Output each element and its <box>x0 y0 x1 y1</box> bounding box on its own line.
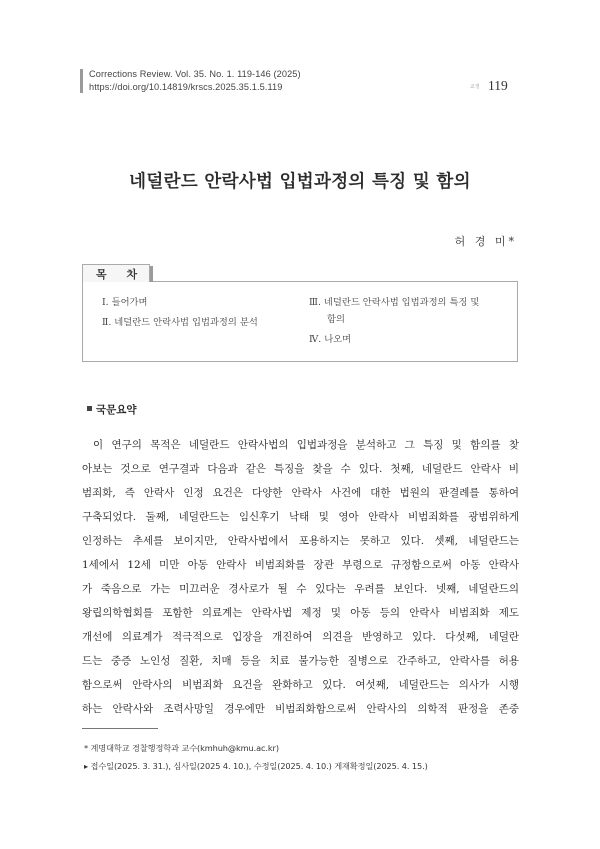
toc-item-1[interactable]: Ⅰ. 들어가며 <box>102 297 148 308</box>
abstract-line: 인정하는 추세를 보이지만, 안락사법에서 포용하지는 못하고 있다. 셋째, 네덜란드는 <box>82 535 519 547</box>
toc-label: 목 차 <box>96 268 146 281</box>
abstract-line: 하는 안락사와 조력사망일 경우에만 비범죄화함으로써 안락사의 의학적 판정을 존중 <box>82 703 519 715</box>
doi-link[interactable]: https://doi.org/10.14819/krscs.2025.35.1.5.119 <box>89 82 283 92</box>
abstract-line: 드는 중증 노인성 질환, 치매 등을 치료 불가능한 질병으로 간주하고, 안락사를 허용 <box>82 655 519 667</box>
abstract-line: 구축되었다. 둘째, 네덜란드는 임신후기 낙태 및 영아 안락사 비범죄화를 광범위하게 <box>82 511 519 523</box>
toc-item-4[interactable]: Ⅳ. 나오며 <box>309 334 352 345</box>
abstract-line: 1세에서 12세 미만 아동 안락사 비범죄화를 장관 부령으로 규정함으로써 아동 안락사 <box>82 559 519 571</box>
footnote-dates: ▸ 접수일(2025. 3. 31.), 심사일(2025 4. 10.), 수정일(2025. 4. 10.) 게재확정일(2025. 4. 15.) <box>84 761 428 771</box>
author-name: 허 경 미* <box>454 235 517 248</box>
paper-title: 네덜란드 안락사법 입법과정의 특징 및 함의 <box>129 172 471 192</box>
abstract-line: 개선에 의료계가 적극적으로 입장을 개진하여 의견을 반영하고 있다. 다섯째, 네덜란 <box>82 631 519 643</box>
toc-item-3-cont[interactable]: 함의 <box>327 314 345 325</box>
header-mark: 교정 <box>470 84 480 90</box>
abstract-line: 가 죽음으로 가는 미끄러운 경사로가 될 수 있다는 우려를 보인다. 넷째, 네덜란드의 <box>82 583 519 595</box>
toc-item-3[interactable]: Ⅲ. 네덜란드 안락사법 입법과정의 특징 및 <box>309 297 480 308</box>
abstract-heading-text: 국문요약 <box>96 404 137 416</box>
footnote-rule <box>82 728 158 729</box>
abstract-line: 왕립의학협회를 포함한 의료계는 안락사법 제정 및 아동 등의 안락사 비범죄화 제도 <box>82 607 519 619</box>
header-accent-bar <box>80 69 83 93</box>
footnote-affiliation: * 계명대학교 경찰행정학과 교수(kmhuh@kmu.ac.kr) <box>84 743 279 753</box>
abstract-line: 이 연구의 목적은 네덜란드 안락사법의 입법과정을 분석하고 그 특징 및 함의를 찾 <box>93 439 519 451</box>
abstract-heading <box>87 402 137 417</box>
abstract-line: 범죄화, 즉 안락사 인정 요건은 다양한 안락사 사건에 대한 법원의 판결례를 통하여 <box>82 487 519 499</box>
toc-item-2[interactable]: Ⅱ. 네덜란드 안락사법 입법과정의 분석 <box>102 317 258 328</box>
square-bullet-icon <box>87 406 92 411</box>
toc-tab-shadow <box>150 266 153 282</box>
page-number: 119 <box>488 78 508 93</box>
abstract-line: 함으로써 안락사의 비범죄화 요건을 완화하고 있다. 여섯째, 네덜란드는 의사가 시행 <box>82 679 519 691</box>
abstract-line: 아보는 것으로 연구결과 다음과 같은 특징을 찾을 수 있다. 첫째, 네덜란드 안락사 비 <box>82 463 519 475</box>
journal-citation: Corrections Review. Vol. 35. No. 1. 119-146 (2025) <box>89 69 301 79</box>
